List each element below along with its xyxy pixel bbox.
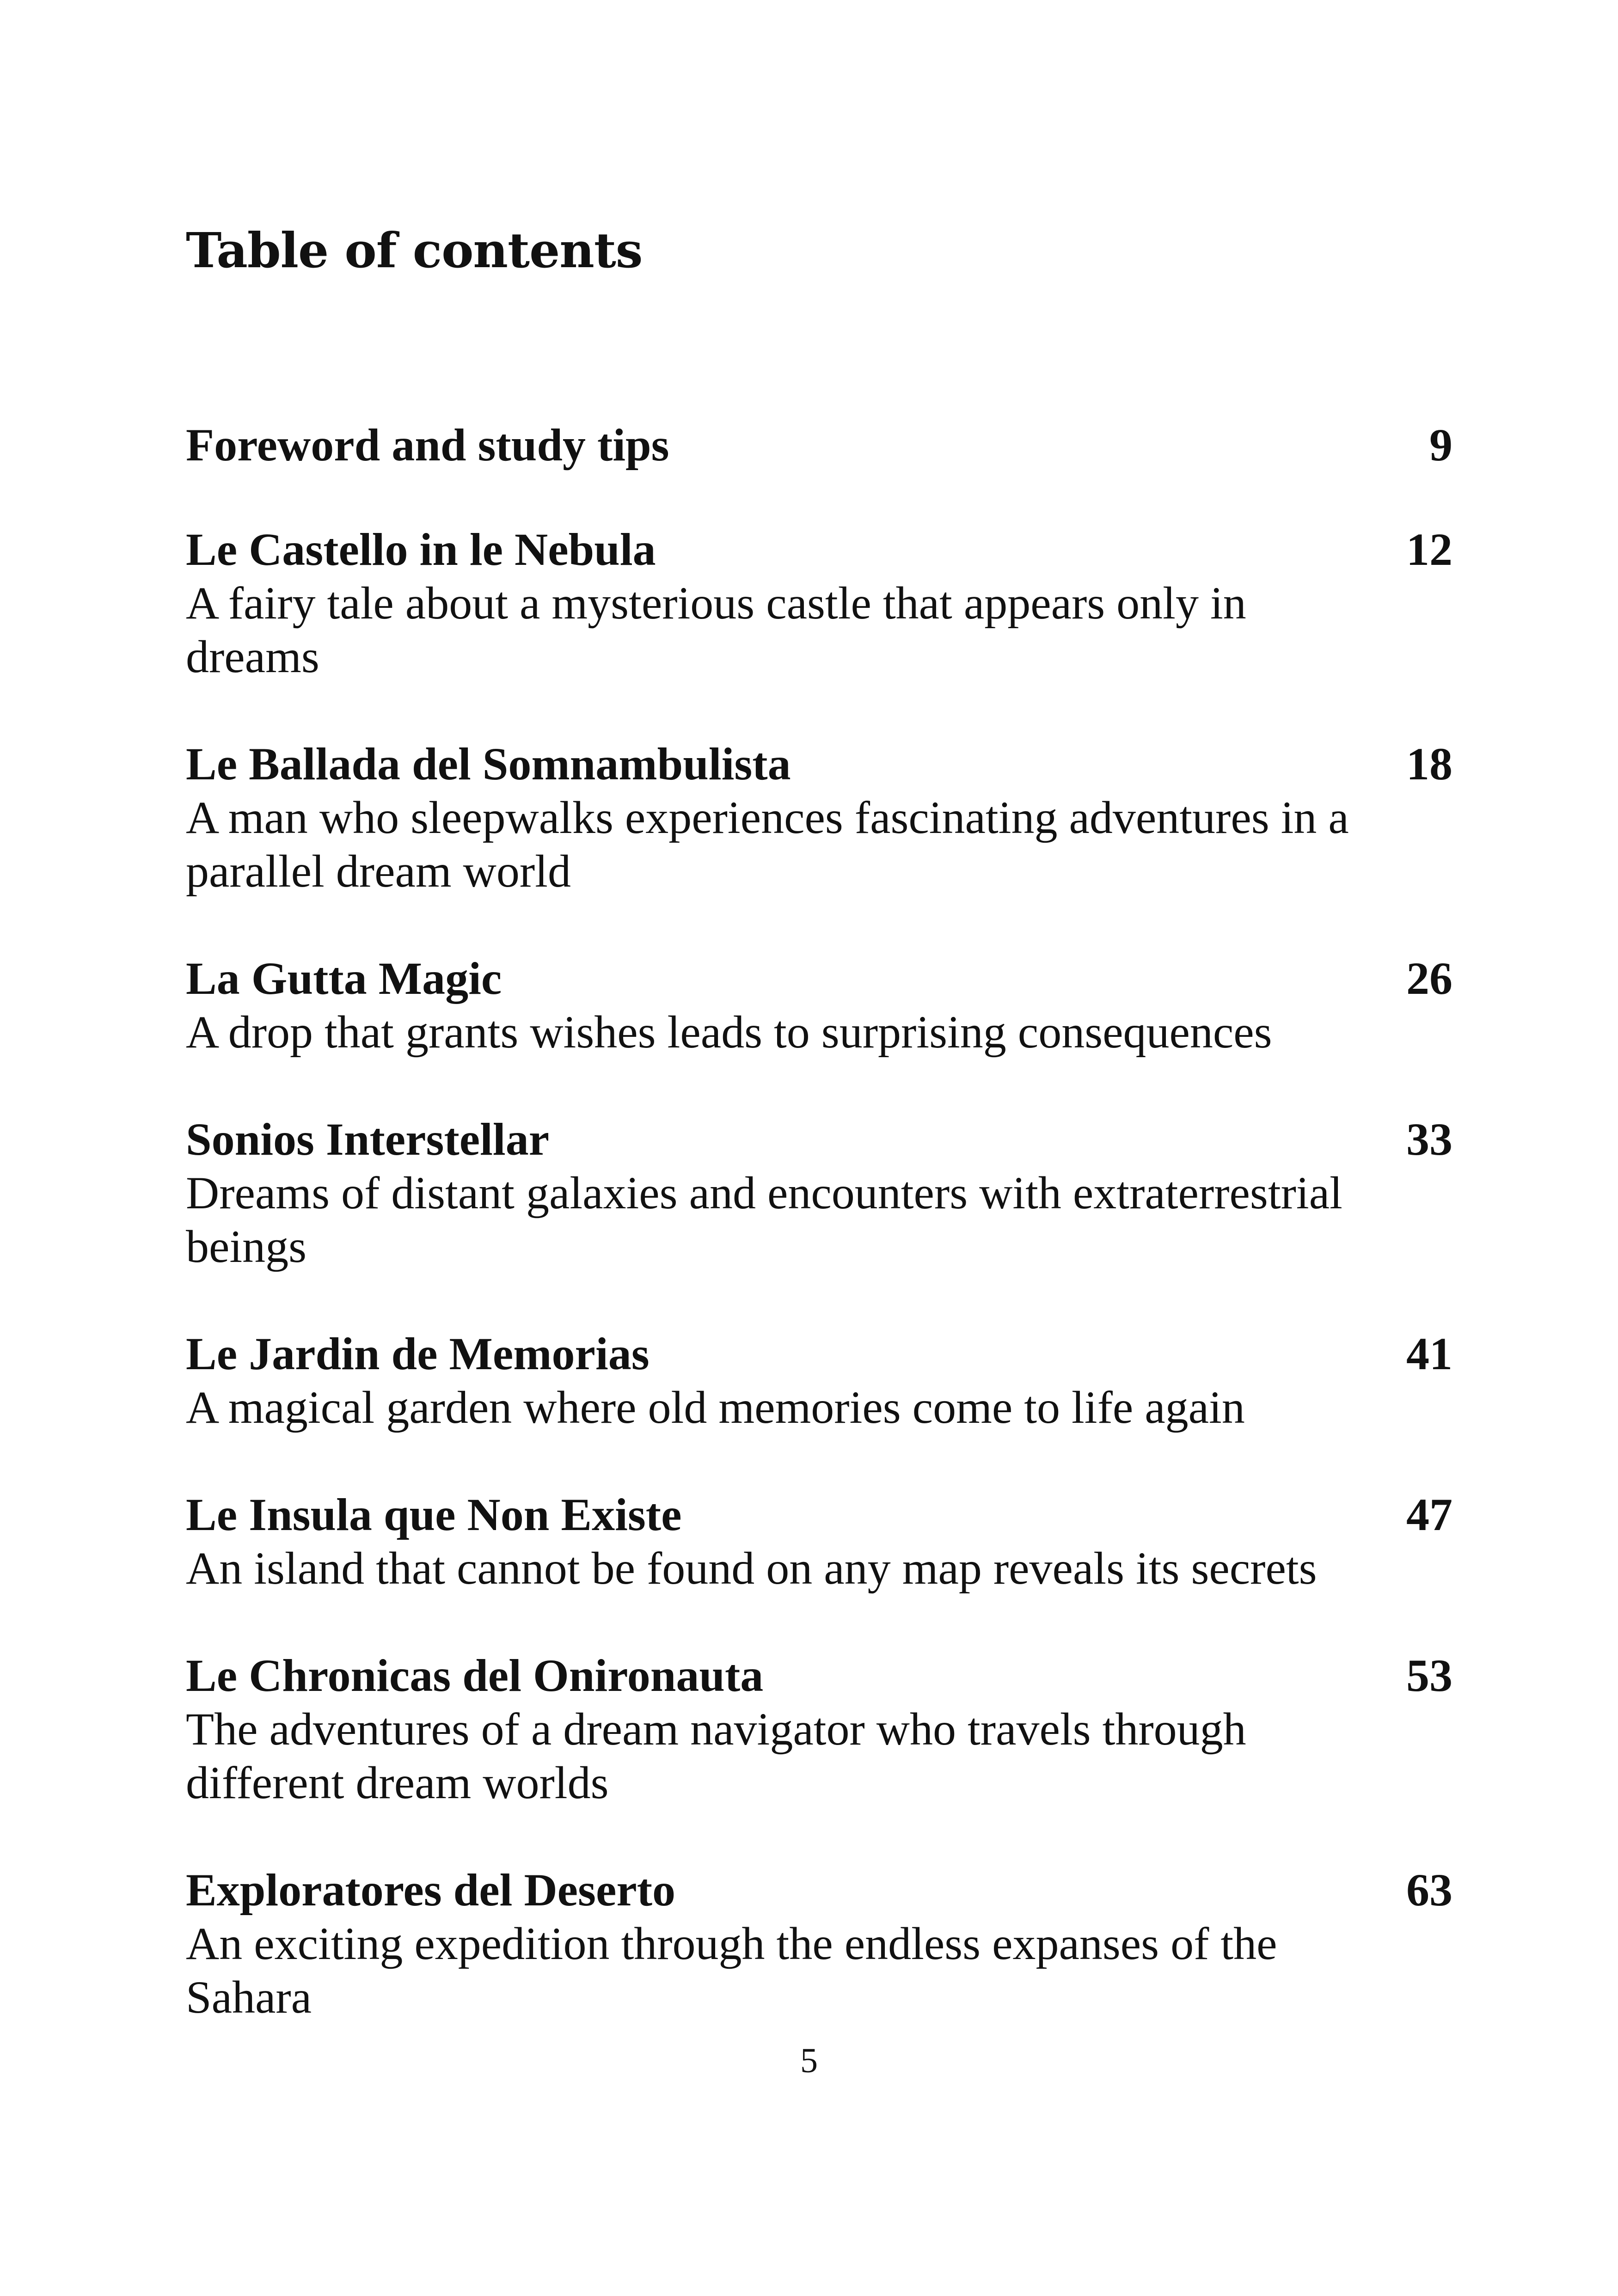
toc-entry-title: Le Jardin de Memorias: [186, 1328, 650, 1379]
toc-list: [186, 418, 1453, 2078]
toc-entry-description: A magical garden where old memories come to life again: [186, 1382, 1245, 1433]
toc-entry-head: [186, 1649, 1453, 1702]
toc-entry-title: Foreword and study tips: [186, 419, 669, 471]
toc-entry-title: Le Ballada del Somnambulista: [186, 738, 791, 790]
toc-entry-page: 33: [1406, 1114, 1453, 1165]
toc-entry-page: 26: [1406, 953, 1453, 1004]
toc-entry-description: An island that cannot be found on any map reveals its secrets: [186, 1543, 1317, 1594]
toc-entry-head: [186, 1488, 1453, 1542]
toc-entry-head: [186, 418, 1453, 472]
toc-entry-title: Le Chronicas del Onironauta: [186, 1650, 764, 1701]
toc-entry-description: Dreams of distant galaxies and encounters with extraterrestrial beings: [186, 1167, 1342, 1272]
toc-entry-head: [186, 737, 1453, 791]
toc-entry[interactable]: [186, 952, 1453, 1059]
toc-entry-title: La Gutta Magic: [186, 953, 502, 1004]
toc-entry-page: 18: [1406, 738, 1453, 790]
toc-entry[interactable]: [186, 737, 1453, 898]
toc-entry-description: A man who sleepwalks experiences fascinating adventures in a parallel dream world: [186, 792, 1349, 897]
toc-entry-head: [186, 1863, 1453, 1917]
page-title: Table of contents: [186, 222, 643, 279]
toc-entry-page: 47: [1406, 1489, 1453, 1540]
toc-entry-title: Exploratores del Deserto: [186, 1864, 676, 1916]
toc-entry-head: [186, 1113, 1453, 1166]
toc-entry[interactable]: [186, 1327, 1453, 1434]
toc-entry-title: Le Insula que Non Existe: [186, 1489, 682, 1540]
toc-entry-description: A fairy tale about a mysterious castle that appears only in dreams: [186, 577, 1246, 682]
toc-entry[interactable]: [186, 523, 1453, 684]
toc-entry-title: Le Castello in le Nebula: [186, 524, 656, 575]
toc-entry-page: 53: [1406, 1650, 1453, 1701]
toc-entry-description: A drop that grants wishes leads to surprising consequences: [186, 1006, 1272, 1058]
toc-entry-head: [186, 1327, 1453, 1381]
toc-entry[interactable]: [186, 418, 1453, 472]
toc-entry[interactable]: [186, 1113, 1453, 1274]
toc-entry-title: Sonios Interstellar: [186, 1114, 550, 1165]
toc-entry-page: 12: [1406, 524, 1453, 575]
page-number: 5: [800, 2041, 818, 2080]
toc-entry-page: 9: [1429, 419, 1453, 471]
toc-entry[interactable]: [186, 1863, 1453, 2024]
toc-entry-description: An exciting expedition through the endless expanses of the Sahara: [186, 1918, 1277, 2023]
toc-entry-page: 41: [1406, 1328, 1453, 1379]
toc-entry-head: [186, 523, 1453, 576]
toc-entry[interactable]: [186, 1649, 1453, 1810]
toc-entry-head: [186, 952, 1453, 1005]
toc-entry-page: 63: [1406, 1864, 1453, 1916]
toc-entry[interactable]: [186, 1488, 1453, 1595]
toc-entry-description: The adventures of a dream navigator who travels through different dream worlds: [186, 1703, 1246, 1808]
